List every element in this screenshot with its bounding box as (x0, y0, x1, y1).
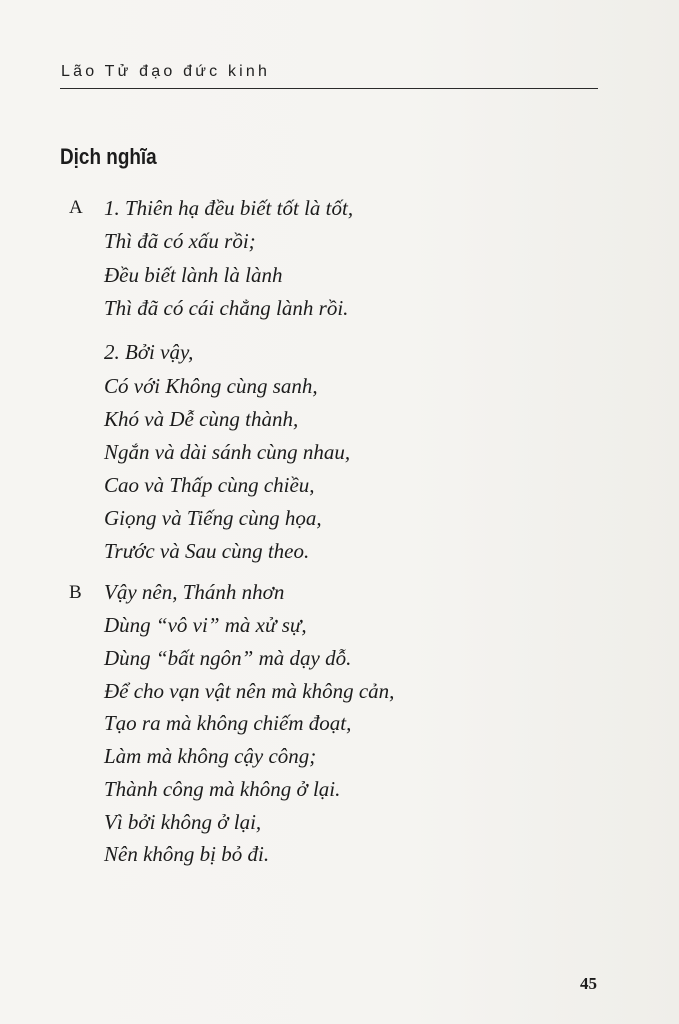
section-heading: Dịch nghĩa (60, 144, 157, 169)
poem-line: Vậy nên, Thánh nhơn (104, 580, 285, 604)
poem-line: Thì đã có cái chẳng lành rồi. (104, 296, 349, 320)
poem-line: Để cho vạn vật nên mà không cản, (104, 679, 395, 703)
running-head: Lão Tử đạo đức kinh (61, 63, 271, 80)
poem-line: Có với Không cùng sanh, (104, 374, 318, 398)
poem-line: Thành công mà không ở lại. (104, 777, 341, 801)
poem-line: Làm mà không cậy công; (104, 744, 317, 768)
poem-line: Vì bởi không ở lại, (104, 810, 262, 834)
poem-line: 1. Thiên hạ đều biết tốt là tốt, (104, 196, 354, 220)
poem-line: Ngắn và dài sánh cùng nhau, (104, 440, 351, 464)
poem-line: Đều biết lành là lành (104, 263, 283, 287)
poem-line: 2. Bởi vậy, (104, 340, 194, 364)
poem-line: Dùng “bất ngôn” mà dạy dỗ. (104, 646, 352, 670)
poem-line: Cao và Thấp cùng chiều, (104, 473, 315, 497)
part-b-marker: B (69, 582, 82, 603)
poem-line: Thì đã có xấu rồi; (104, 229, 256, 253)
poem-line: Nên không bị bỏ đi. (104, 842, 270, 866)
part-a-marker: A (69, 197, 83, 218)
poem-line: Tạo ra mà không chiếm đoạt, (104, 711, 352, 735)
page-number: 45 (580, 974, 597, 993)
poem-line: Trước và Sau cùng theo. (104, 539, 310, 563)
poem-line: Dùng “vô vi” mà xử sự, (104, 613, 307, 637)
header-rule (60, 88, 598, 89)
poem-line: Giọng và Tiếng cùng họa, (104, 506, 322, 530)
poem-line: Khó và Dễ cùng thành, (104, 407, 299, 431)
